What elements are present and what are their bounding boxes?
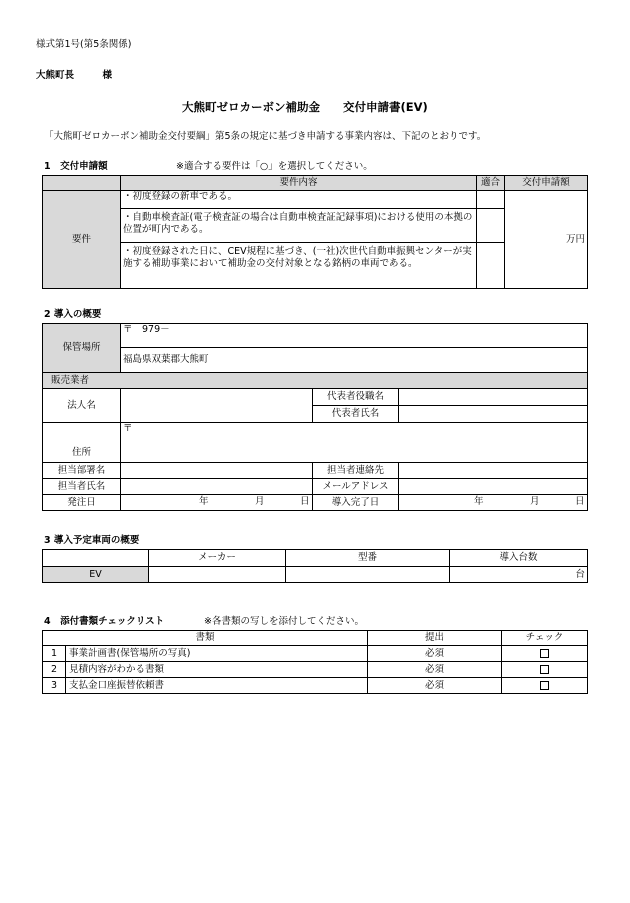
col-requirements: 要件内容: [121, 176, 477, 191]
col-model: 型番: [286, 550, 450, 567]
email-field[interactable]: [399, 479, 588, 495]
check-cell[interactable]: [502, 646, 588, 662]
doc-name: 事業計画書(保管場所の写真): [69, 648, 191, 659]
rep-title-label: 代表者役職名: [313, 389, 399, 406]
order-month: 月: [255, 496, 265, 507]
vehicle-table: [42, 549, 588, 583]
storage-label: 保管場所: [43, 324, 121, 373]
vehicle-header-blank: [43, 550, 149, 567]
count-field[interactable]: [450, 567, 588, 583]
fit-cell-3[interactable]: [477, 243, 505, 289]
header-blank: [43, 176, 121, 191]
row-number: 3: [43, 678, 66, 693]
contact-field[interactable]: [399, 463, 588, 479]
complete-date-label: 導入完了日: [313, 495, 399, 511]
col-count: 導入台数: [450, 550, 588, 567]
complete-day: 日: [575, 496, 585, 507]
fit-cell-1[interactable]: [477, 191, 505, 209]
count-unit: 台: [575, 568, 585, 580]
col-fit: 適合: [477, 176, 505, 191]
doc-cell: [43, 678, 368, 694]
addr-field[interactable]: 〒: [121, 423, 588, 463]
contact-label: 担当者連絡先: [313, 463, 399, 479]
section2-heading: 2 導入の概要: [44, 309, 102, 320]
email-label: メールアドレス: [313, 479, 399, 495]
person-field[interactable]: [121, 479, 313, 495]
vehicle-type: EV: [43, 567, 149, 583]
overview-table: [42, 323, 588, 511]
rep-name-field[interactable]: [399, 406, 588, 423]
col-maker: メーカー: [149, 550, 286, 567]
row-number: 1: [43, 646, 66, 661]
submit-required: 必須: [368, 646, 502, 662]
order-date-label: 発注日: [43, 495, 121, 511]
dept-field[interactable]: [121, 463, 313, 479]
section4-heading: 4 添付書類チェックリスト: [44, 616, 165, 627]
storage-address[interactable]: 福島県双葉郡大熊町: [121, 348, 588, 373]
amount-unit: 万円: [565, 233, 585, 245]
maker-field[interactable]: [149, 567, 286, 583]
order-day: 日: [300, 496, 310, 507]
requirements-label: 要件: [43, 191, 121, 289]
doc-name: 支払金口座振替依頼書: [69, 680, 165, 691]
addr-label: 住所: [43, 423, 121, 463]
check-cell[interactable]: [502, 678, 588, 694]
checklist-table: [42, 630, 588, 694]
order-year: 年: [199, 496, 209, 507]
intro-text: 「大熊町ゼロカーボン補助金交付要綱」第5条の規定に基づき申請する事業内容は、下記のとおりです。: [44, 131, 487, 142]
complete-year: 年: [474, 496, 484, 507]
doc-cell: [43, 646, 368, 662]
checkbox-icon[interactable]: [540, 681, 549, 690]
row-number: 2: [43, 662, 66, 677]
form-number: 様式第1号(第5条関係): [36, 39, 132, 50]
dealer-label: 販売業者: [43, 373, 588, 389]
corp-label: 法人名: [43, 389, 121, 423]
doc-cell: [43, 662, 368, 678]
rep-name-label: 代表者氏名: [313, 406, 399, 423]
model-field[interactable]: [286, 567, 450, 583]
complete-month: 月: [530, 496, 540, 507]
complete-date-field[interactable]: [399, 495, 588, 511]
application-amount-table: [42, 175, 588, 289]
col-document: 書類: [43, 631, 368, 646]
doc-name: 見積内容がわかる書類: [69, 664, 165, 675]
dept-label: 担当部署名: [43, 463, 121, 479]
col-amount: 交付申請額: [505, 176, 588, 191]
check-cell[interactable]: [502, 662, 588, 678]
requirement-item: ・初度登録の新車である。: [121, 191, 477, 209]
corp-name-field[interactable]: [121, 389, 313, 423]
requirement-item: ・自動車検査証(電子検査証の場合は自動車検査証記録事項)における使用の本拠の位置が町内である。: [121, 209, 477, 243]
table-row: [43, 662, 588, 678]
checkbox-icon[interactable]: [540, 665, 549, 674]
table-row: [43, 678, 588, 694]
section1-heading: 1 交付申請額: [44, 161, 108, 172]
submit-required: 必須: [368, 662, 502, 678]
page-title: 大熊町ゼロカーボン補助金 交付申請書(EV): [182, 100, 428, 114]
section4-note: ※各書類の写しを添付してください。: [204, 616, 364, 627]
rep-title-field[interactable]: [399, 389, 588, 406]
col-submit: 提出: [368, 631, 502, 646]
requirement-item: ・初度登録された日に、CEV規程に基づき、(一社)次世代自動車振興センターが実施する補助事業において補助金の交付対象となる銘柄の車両である。: [121, 243, 477, 289]
storage-postal[interactable]: 〒 979－: [121, 324, 588, 348]
table-row: [43, 646, 588, 662]
fit-cell-2[interactable]: [477, 209, 505, 243]
order-date-field[interactable]: [121, 495, 313, 511]
section1-note: ※適合する要件は「○」を選択してください。: [176, 161, 373, 172]
addressee: 大熊町長 様: [36, 70, 113, 81]
col-check: チェック: [502, 631, 588, 646]
submit-required: 必須: [368, 678, 502, 694]
amount-cell[interactable]: [505, 191, 588, 289]
section3-heading: 3 導入予定車両の概要: [44, 535, 140, 546]
checkbox-icon[interactable]: [540, 649, 549, 658]
person-label: 担当者氏名: [43, 479, 121, 495]
